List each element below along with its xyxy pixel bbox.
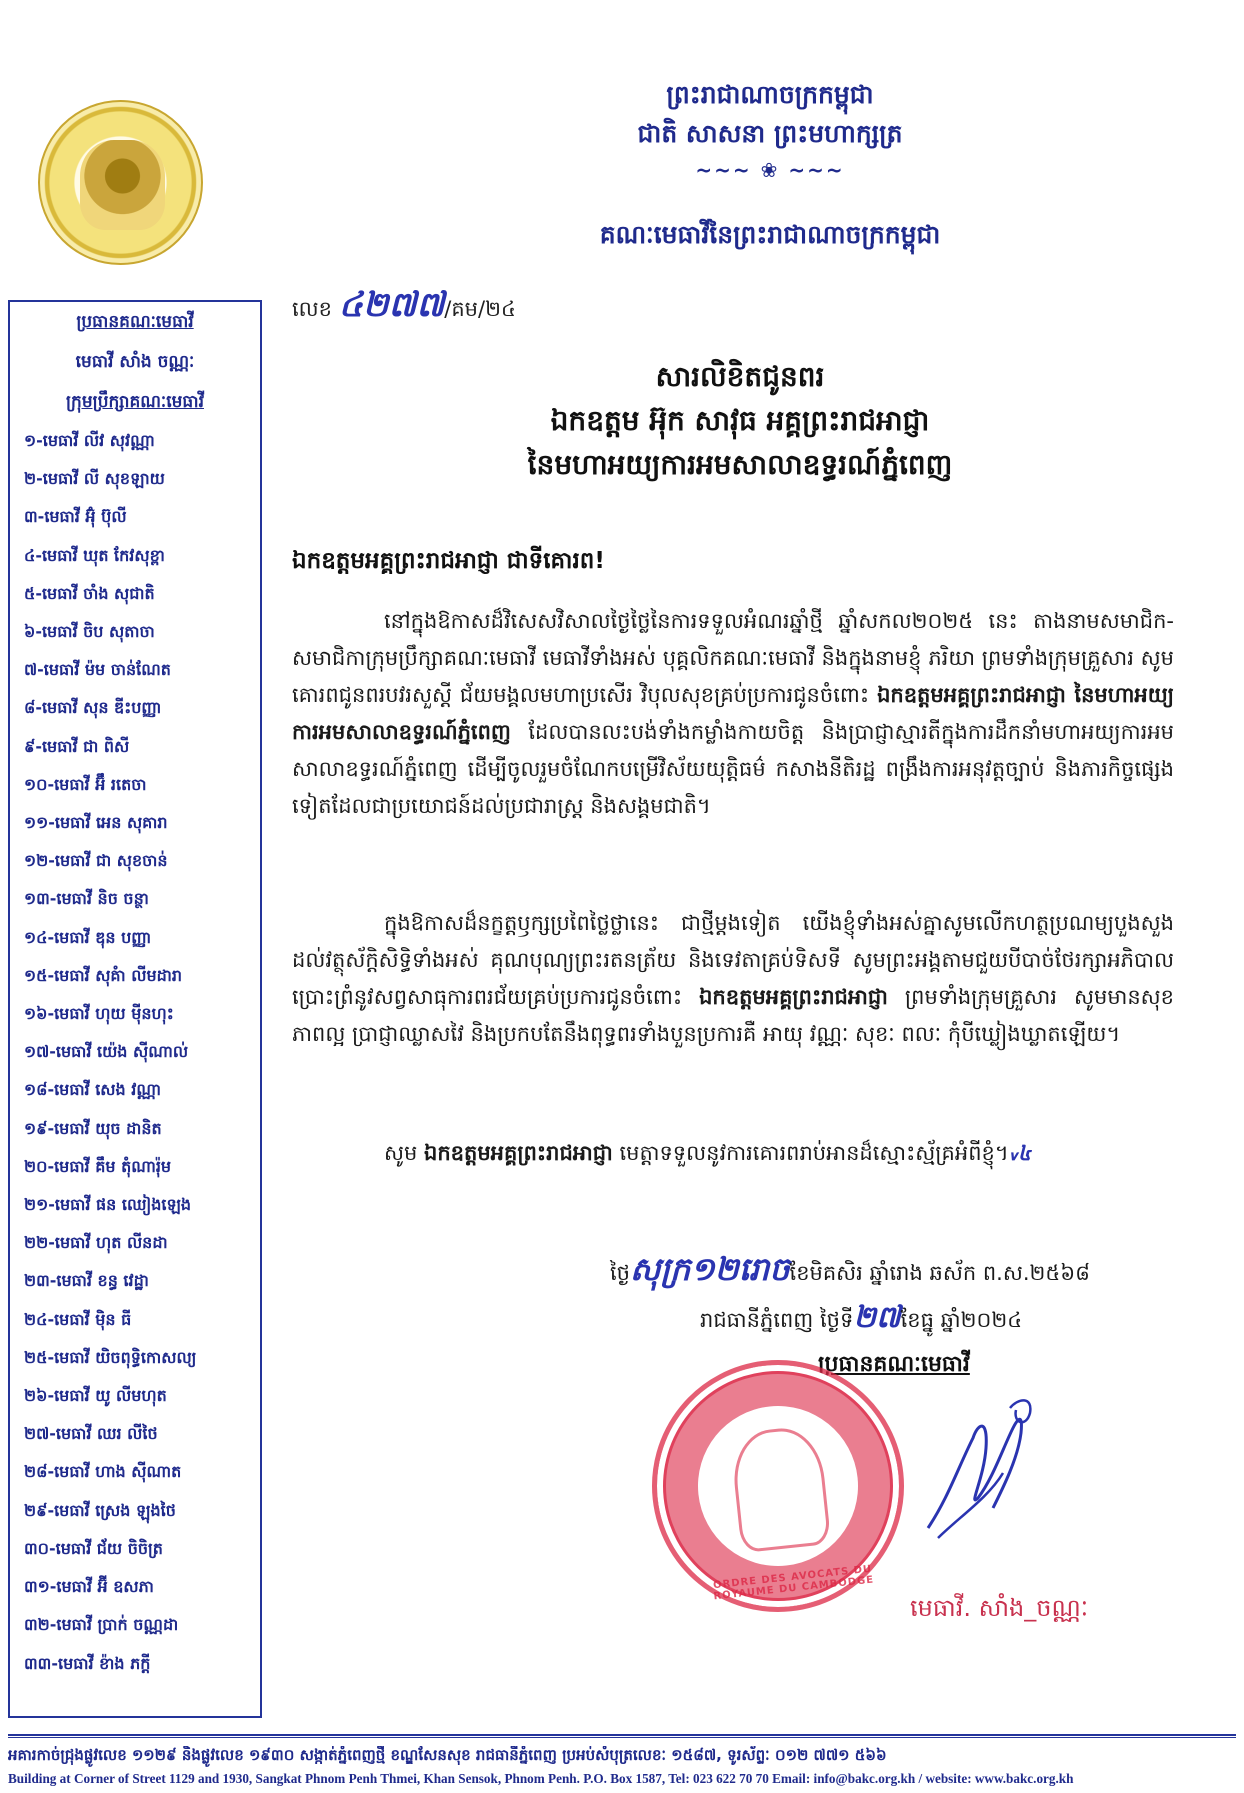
council-heading: ក្រុមប្រឹក្សាគណៈមេធាវី	[65, 392, 204, 412]
council-member: ២៦-មេធាវី យូ លីមហុត	[24, 1386, 167, 1406]
council-member: ៣២-មេធាវី ប្រាក់ ចណ្ណដា	[24, 1615, 179, 1635]
footer-address-english: Building at Corner of Street 1129 and 1930, Sangkat Phnom Penh Thmei, Khan Sensok, Phnom Penh. P.O. Box 1587, Tel: 023 622 70 70 Email: info@bakc.org.kh / website: www.bakc.org.kh	[8, 1771, 1074, 1786]
paragraph-3-text-b: មេត្តាទទួលនូវការគោរពរាប់អានដ៏ស្មោះស្ម័គ្រអំពីខ្ញុំ។	[619, 1141, 1009, 1165]
council-member: ២៥-មេធាវី យិចពុទ្ធិកោសល្យ	[24, 1347, 197, 1367]
paragraph-2-recipient: ឯកឧត្តមអគ្គព្រះរាជអាជ្ញា	[699, 985, 888, 1009]
council-member: ៦-មេធាវី ចិប សុតាចា	[24, 622, 155, 642]
paragraph-3-text-a: សូម	[384, 1141, 418, 1165]
stamp-ring-text: ORDRE DES AVOCATS DU ROYAUME DU CAMBODGE	[712, 1563, 875, 1603]
council-member: ៣-មេធាវី អ៊ុំ ប៊ុលី	[24, 507, 127, 527]
council-member: ២១-មេធាវី ផន ឈៀងឡេង	[24, 1195, 192, 1215]
council-member: ១៤-មេធាវី ឌុន បញ្ញា	[24, 927, 152, 947]
letter-subject	[290, 355, 1190, 487]
lunar-date-rest: ខែមិគសិរ ឆ្នាំរោង ឆស័ក ព.ស.២៥៦៨	[789, 1261, 1091, 1285]
chair-name: មេធាវី សាំង ចណ្ណៈ	[75, 352, 195, 372]
council-member: ៣០-មេធាវី ជ័យ ចិចិត្រ	[24, 1538, 163, 1558]
paragraph-3-recipient: ឯកឧត្តមអគ្គព្រះរាជអាជ្ញា	[424, 1141, 613, 1165]
council-member: ៨-មេធាវី សុន ឌីះបញ្ញា	[24, 698, 162, 718]
council-member: ២០-មេធាវី គឹម តុំណារ៉ុម	[24, 1156, 172, 1176]
council-member: ១៩-មេធាវី យុច ដានិត	[24, 1118, 162, 1138]
paragraph-1-text-a: នៅក្នុងឱកាសដ៏វិសេសវិសាលថ្ងៃថ្លៃនៃការទទួលអំណរឆ្នាំថ្មី ឆ្នាំសកល២០២៥ នេះ តាងនាមសមាជិក-សមាជិកាក្រុមប្រឹក្សាគណៈមេធាវី មេធាវីទាំងអស់ បុគ្គលិកគណៈមេធាវី និងក្នុងនាមខ្ញុំ ភរិយា ព្រមទាំងក្រុមគ្រួសារ សូមគោរពជូនពរបវរសួស្តី ជ័យមង្គលមហាប្រសើរ វិបុលសុខគ្រប់ប្រការជូនចំពោះ	[292, 609, 1174, 707]
council-member: ១០-មេធាវី អ៊ឹ រតេចា	[24, 774, 147, 794]
reference-label: លេខ	[292, 297, 332, 321]
council-member: ១៧-មេធាវី យ៉េង ស៊ីណាល់	[24, 1042, 189, 1062]
official-red-stamp	[640, 1348, 917, 1625]
council-member: ៤-មេធាវី ឃុត កែវសុខ្ពា	[24, 545, 165, 565]
council-member: ២៣-មេធាវី ខន្ធ វេដ្ឋា	[24, 1271, 149, 1291]
solar-date	[700, 1298, 1022, 1342]
paragraph-1-recipient: ឯកឧត្តមអគ្គព្រះរាជអាជ្ញា នៃមហាអយ្យការអមសាលាឧទ្ធរណ៍ភ្នំពេញ	[292, 683, 1174, 744]
solar-date-prefix: រាជធានីភ្នំពេញ ថ្ងៃទី	[700, 1308, 854, 1332]
paragraph-1-text-b: ដែលបានលះបង់ទាំងកម្លាំងកាយចិត្ត និងប្រាជ្ញាស្មារតីក្នុងការដឹកនាំមហាអយ្យការអមសាលាឧទ្ធរណ៍ភ្នំពេញ ដើម្បីចូលរួមចំណែកបម្រើវិស័យយុត្តិធម៌ កសាងនីតិរដ្ឋ ពង្រឹងការអនុវត្តច្បាប់ និងភារកិច្ចផ្សេងទៀតដែលជាប្រយោជន៍ដល់ប្រជារាស្ត្រ និងសង្គមជាតិ។	[292, 720, 1174, 818]
council-member: ១១-មេធាវី អេន សុគារា	[24, 813, 168, 833]
council-member: ៣១-មេធាវី អ៊ី ឧសភា	[24, 1577, 154, 1597]
footer-divider-thin	[8, 1737, 1236, 1738]
kingdom-title: ព្រះរាជាណាចក្រកម្ពុជា	[666, 80, 874, 109]
council-member: ២២-មេធាវី ហុត លីនដា	[24, 1233, 168, 1253]
council-sidebar	[8, 300, 262, 1718]
salutation: ឯកឧត្តមអគ្គព្រះរាជអាជ្ញា ជាទីគោរព!	[292, 548, 605, 574]
organization-name: គណៈមេធាវីនៃព្រះរាជាណាចក្រកម្ពុជា	[599, 220, 941, 249]
lunar-date-prefix: ថ្ងៃ	[610, 1261, 630, 1285]
subject-line-3: នៃមហាអយ្យការអមសាលាឧទ្ធរណ៍ភ្នំពេញ	[527, 448, 953, 481]
council-member-list	[10, 422, 260, 1683]
deity-emblem	[80, 140, 165, 230]
national-motto: ជាតិ សាសនា ព្រះមហាក្សត្រ	[637, 119, 903, 148]
council-member: ៥-មេធាវី ចាំង សុជាតិ	[24, 583, 155, 603]
signatory-title: ប្រធានគណៈមេធាវី	[818, 1352, 970, 1377]
council-member: ១៥-មេធាវី សុគំា លីមដារា	[24, 965, 183, 985]
council-member: ១៦-មេធាវី ហុយ ម៉ីនហុះ	[24, 1004, 174, 1024]
reference-number	[292, 283, 516, 333]
council-member: ២៨-មេធាវី ហាង ស៊ីណាត	[24, 1462, 182, 1482]
ornament-divider: ~~~ ❀ ~~~	[695, 158, 845, 182]
footer-divider	[8, 1734, 1236, 1736]
footer-address-khmer: អគារកាច់ជ្រុងផ្លូវលេខ ១១២៩ និងផ្លូវលេខ ១៩៣០ សង្កាត់ភ្នំពេញថ្មី ខណ្ឌសែនសុខ រាជធានីភ្នំពេញ ប្រអប់សំបុត្រលេខៈ ១៥៨៧, ទូរស័ព្ទៈ ០១២ ៧៧១ ៥៦៦	[8, 1746, 887, 1764]
bar-association-seal	[38, 100, 203, 265]
council-member: ៧-មេធាវី ម៉ម ចាន់ណែត	[24, 660, 171, 680]
council-member: ៣៣-មេធាវី ខ៉ាង ភក្តី	[24, 1653, 151, 1673]
council-member: ១-មេធាវី លីវ សុវណ្ណា	[24, 431, 155, 450]
council-member: ២-មេធាវី លី សុខឡាយ	[24, 469, 165, 489]
lunar-date	[610, 1249, 1090, 1296]
council-member: ១២-មេធាវី ជា សុខចាន់	[24, 851, 168, 871]
signer-name: មេធាវី. សាំង_ចណ្ណៈ	[910, 1594, 1089, 1622]
council-member: ២៩-មេធាវី ស្រេង ឡុងថៃ	[24, 1500, 176, 1520]
council-member: ២៧-មេធាវី ឈរ លីថៃ	[24, 1424, 158, 1444]
council-member: ៩-មេធាវី ជា ពិសី	[24, 736, 130, 756]
council-member: ១៣-មេធាវី និច ចន្ថា	[24, 889, 149, 909]
reference-suffix: /គម/២៤	[444, 297, 516, 321]
paragraph-2	[292, 905, 1174, 1053]
solar-date-rest: ខែធ្នូ ឆ្នាំ២០២៤	[900, 1308, 1023, 1332]
paragraph-2-text-a: ក្នុងឱកាសដ៏នក្ខត្តឫក្សប្រពៃថ្លៃថ្លានេះ ជាថ្មីម្តងទៀត យើងខ្ញុំទាំងអស់គ្នាសូមលើកហត្ថប្រណម្យបួងសួងដល់វត្ថុស័ក្តិសិទ្ធិទាំងអស់ គុណបុណ្យព្រះរតនត្រ័យ និងទេវតាគ្រប់ទិសទី សូមព្រះអង្គតាមជួយបីបាច់ថែរក្សាអភិបាល ប្រោះព្រំនូវសព្វសាធុការពរជ័យគ្រប់ប្រការជូនចំពោះ	[292, 911, 1174, 1009]
letterhead	[560, 78, 980, 249]
stamp-deity-icon	[729, 1424, 831, 1553]
paragraph-2-text-b: ព្រមទាំងក្រុមគ្រួសារ សូមមានសុខភាពល្អ ប្រាជ្ញាឈ្លាសវៃ និងប្រកបតែនឹងពុទ្ធពរទាំងបួនប្រការគឺ អាយុ វណ្ណៈ សុខៈ ពលៈ កុំបីឃ្លៀងឃ្លាតឡើយ។	[292, 985, 1174, 1046]
solar-date-handwritten: ២៧	[853, 1300, 901, 1335]
lunar-date-handwritten: សុក្រ១២រោច	[630, 1250, 790, 1288]
chair-heading: ប្រធានគណៈមេធាវី	[76, 312, 194, 332]
subject-line-2: ឯកឧត្តម អ៊ុក សាវុធ អគ្គព្រះរាជអាជ្ញា	[550, 404, 930, 437]
paragraph-3	[292, 1135, 1174, 1172]
council-member: ២៤-មេធាវី ម៉ិន ធី	[24, 1309, 132, 1329]
reference-handwritten-number: ៤២៧៧	[338, 285, 445, 325]
subject-line-1: សារលិខិតជូនពរ	[655, 360, 825, 393]
handwritten-signature	[918, 1378, 1048, 1558]
paragraph-1	[292, 603, 1174, 825]
handwritten-initial-mark: ៴៤	[1008, 1141, 1032, 1165]
council-member: ១៨-មេធាវី សេង វណ្ណា	[24, 1080, 161, 1100]
